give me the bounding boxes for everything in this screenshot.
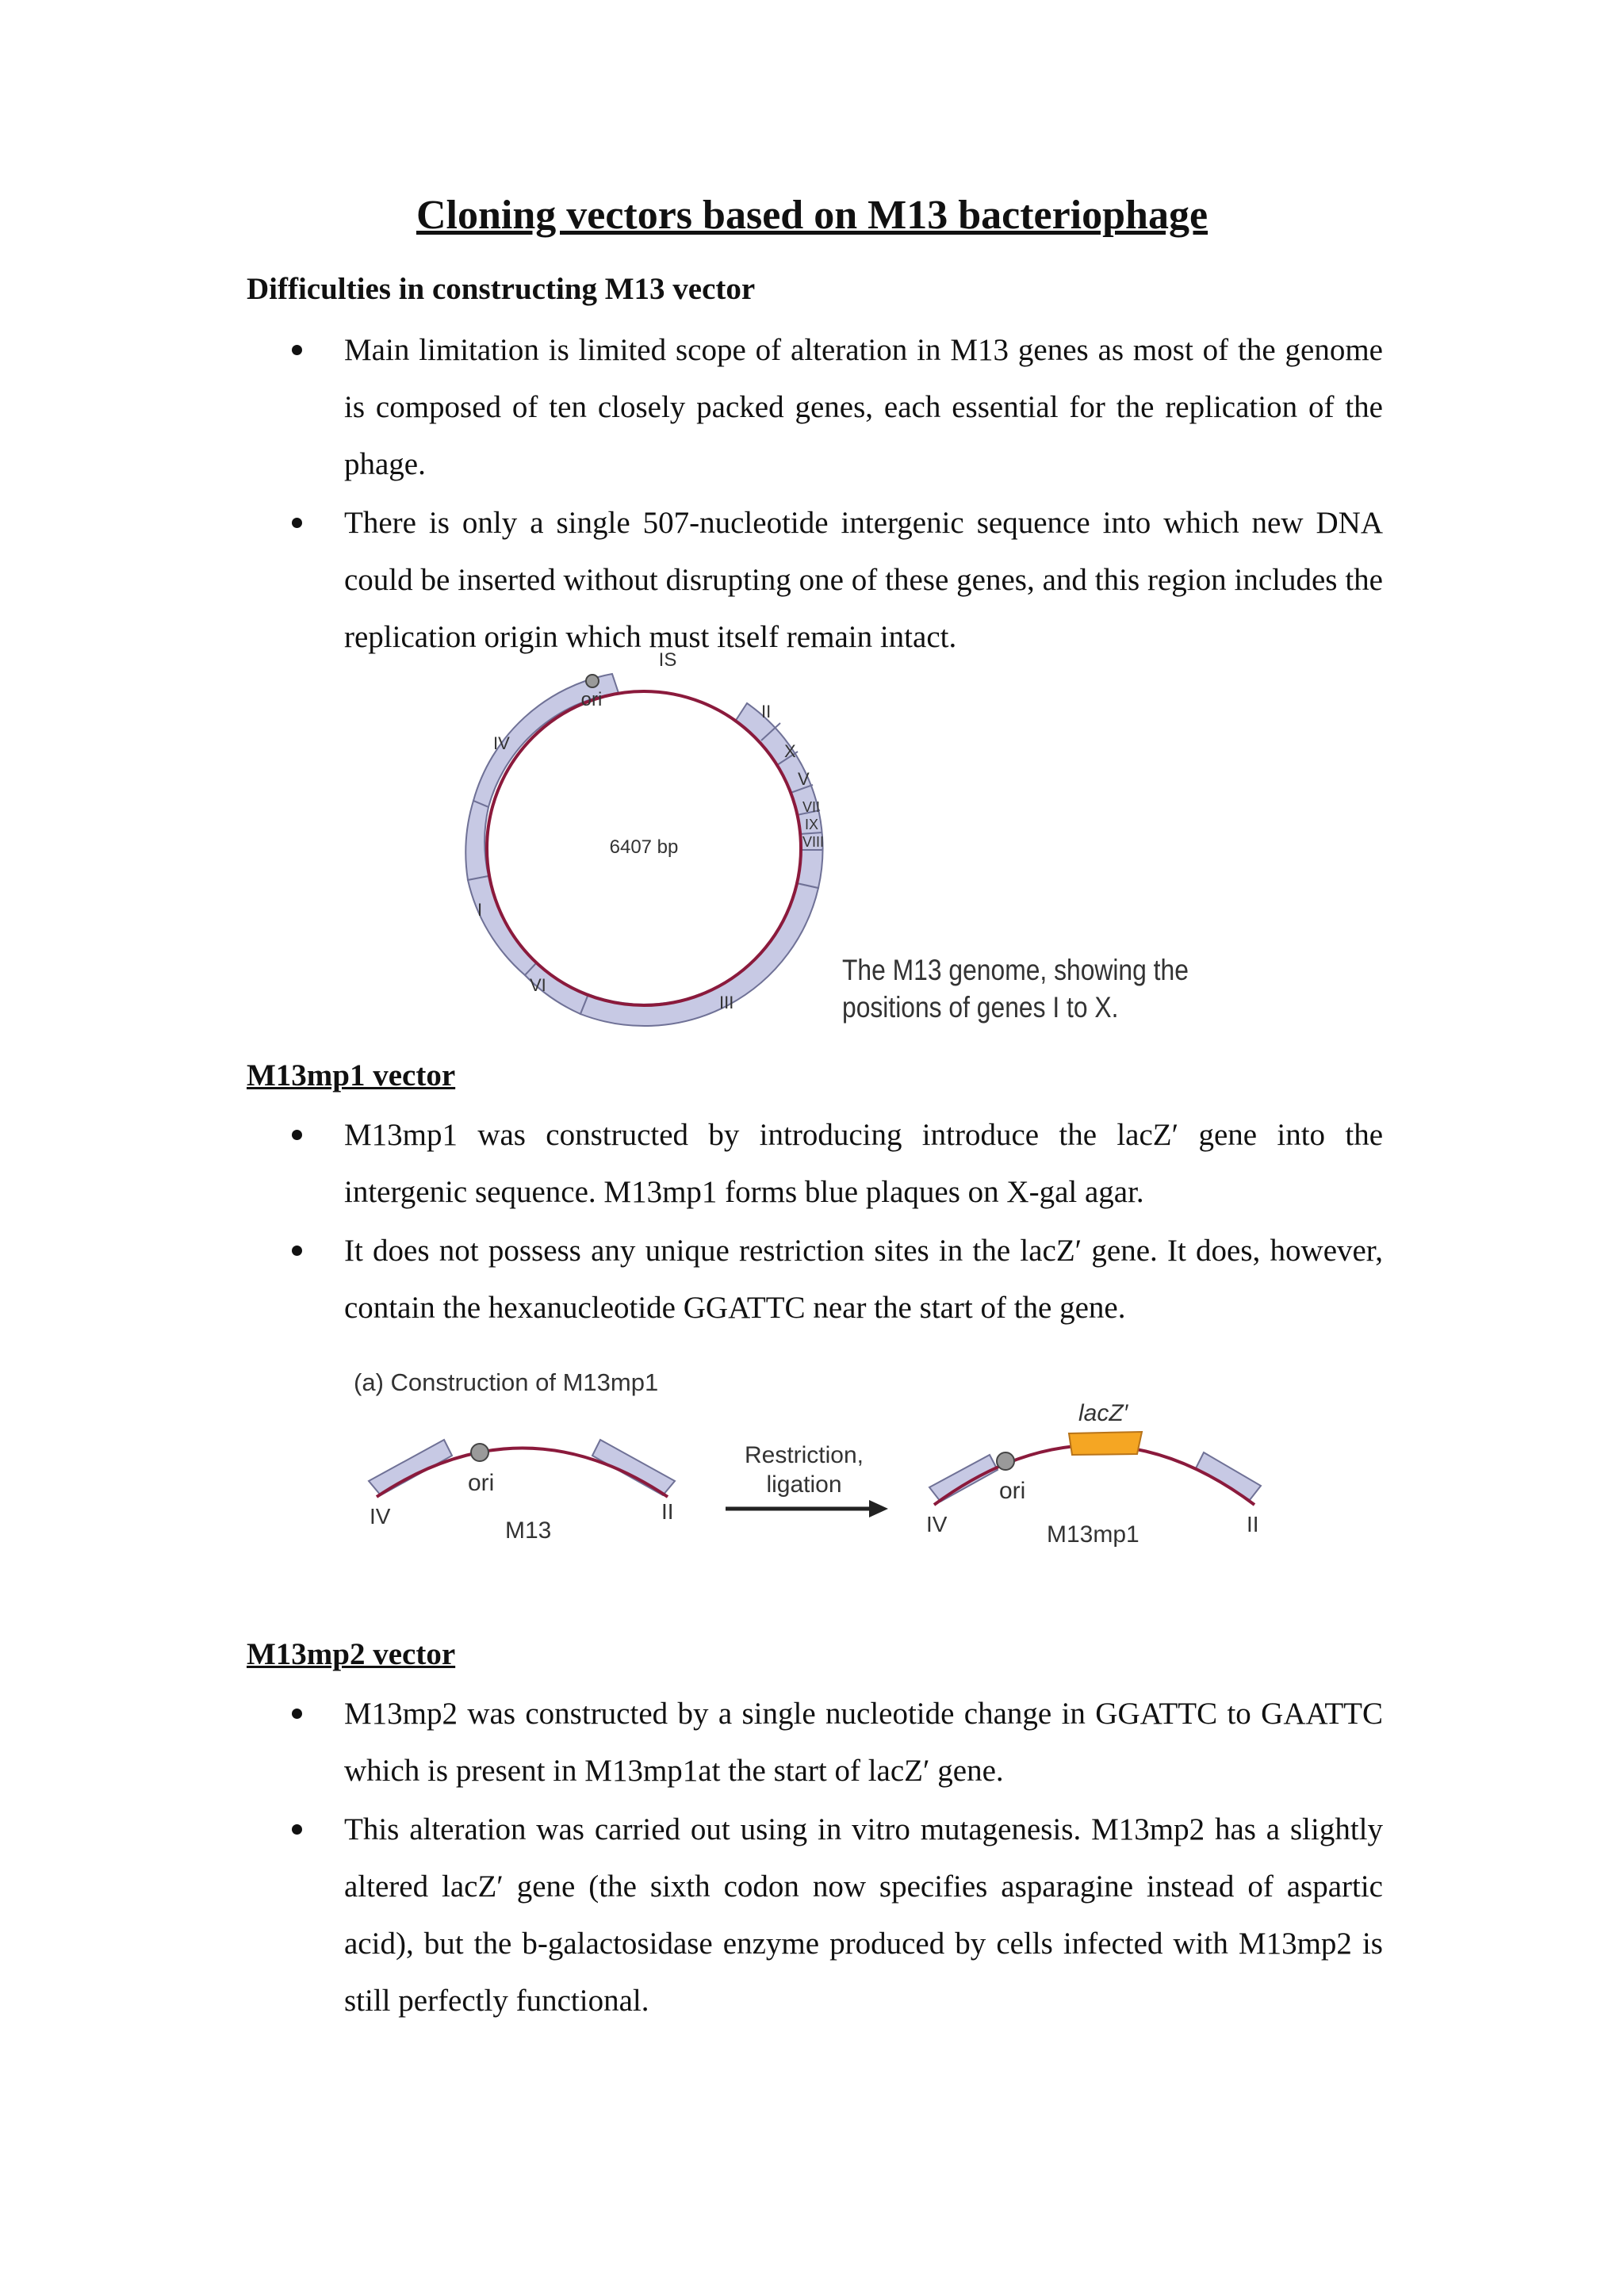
m13-ori-label: ori	[468, 1470, 495, 1496]
ori-marker	[586, 675, 599, 687]
gene-ii-band	[1196, 1452, 1261, 1500]
genome-size-label: 6407 bp	[609, 836, 679, 858]
gene-band-segment	[468, 876, 537, 975]
list-item: There is only a single 507-nucleotide intergenic sequence into which new DNA could be inserted without disrupting one of these genes, and this region includes the replication origin which must itself remain intact.	[344, 495, 1383, 666]
process-arrow-head	[869, 1500, 888, 1517]
m13mp1-gene-ii-label: II	[1247, 1512, 1259, 1536]
ori-marker	[471, 1444, 488, 1461]
gene-ii-band	[592, 1440, 675, 1495]
gene-label-iv: IV	[493, 733, 510, 753]
gene-label-i: I	[477, 900, 483, 920]
section-heading-m13mp1: M13mp1 vector	[247, 1058, 456, 1093]
list-item: This alteration was carried out using in vitro mutagenesis. M13mp2 has a slightly altered lacZ′ gene (the sixth codon now specifies asparagine instead of aspartic acid), but the b-galactosidase enzyme produced by cells infected with M13mp2 is still perfectly functional.	[344, 1801, 1383, 2030]
m13-arc	[369, 1440, 675, 1544]
gene-band-segment	[580, 883, 818, 1026]
gene-label-x: X	[784, 741, 796, 761]
gene-label-iii: III	[719, 993, 734, 1012]
m13-gene-iv-label: IV	[370, 1504, 391, 1529]
bullet-list-difficulties	[344, 322, 1383, 668]
m13-genome-map	[444, 649, 856, 1031]
arrow-label-line2: ligation	[766, 1471, 842, 1498]
gene-label-v: V	[798, 769, 810, 789]
m13mp1-name-label: M13mp1	[1047, 1521, 1139, 1548]
ori-label: ori	[580, 689, 603, 710]
gene-iv-band	[369, 1440, 452, 1495]
gene-band-segment	[465, 801, 488, 880]
ori-marker	[997, 1452, 1014, 1470]
m13mp1-gene-iv-label: IV	[926, 1512, 948, 1536]
page-title: Cloning vectors based on M13 bacteriophage	[416, 193, 1208, 238]
bullet-list-m13mp2	[344, 1686, 1383, 2031]
m13mp1-ori-label: ori	[999, 1478, 1026, 1504]
gene-label-viii: VIII	[802, 834, 825, 850]
gene-label-ix: IX	[805, 817, 819, 832]
m13mp1-arc	[926, 1400, 1261, 1548]
m13-gene-ii-label: II	[661, 1499, 674, 1524]
m13-name-label: M13	[505, 1517, 552, 1544]
figure-panel-label: (a) Construction of M13mp1	[354, 1368, 659, 1396]
section-heading-m13mp2: M13mp2 vector	[247, 1637, 456, 1671]
bullet-list-m13mp1	[344, 1107, 1383, 1338]
gene-label-vii: VII	[802, 799, 821, 815]
lacz-insert	[1069, 1432, 1142, 1455]
section-heading-difficulties: Difficulties in constructing M13 vector	[247, 272, 756, 306]
lacz-insert-label: lacZ′	[1078, 1400, 1128, 1426]
gene-label-vi: VI	[530, 975, 546, 995]
arrow-label-line1: Restriction,	[744, 1442, 864, 1468]
list-item: It does not possess any unique restriction sites in the lacZ′ gene. It does, however, contain the hexanucleotide GGATTC near the start of the gene.	[344, 1223, 1383, 1337]
list-item: Main limitation is limited scope of alteration in M13 genes as most of the genome is composed of ten closely packed genes, each essential for the replication of the phage.	[344, 322, 1383, 493]
is-label: IS	[658, 649, 677, 671]
gene-label-ii: II	[761, 702, 772, 721]
gene-iv-band	[929, 1455, 998, 1502]
list-item: M13mp2 was constructed by a single nucleotide change in GGATTC to GAATTC which is present in M13mp1at the start of lacZ′ gene.	[344, 1686, 1383, 1800]
figure-caption: The M13 genome, showing the positions of genes I to X.	[842, 954, 1189, 1024]
list-item: M13mp1 was constructed by introducing introduce the lacZ′ gene into the intergenic sequence. M13mp1 forms blue plaques on X-gal agar.	[344, 1107, 1383, 1221]
m13mp1-construction-diagram	[341, 1364, 1293, 1594]
